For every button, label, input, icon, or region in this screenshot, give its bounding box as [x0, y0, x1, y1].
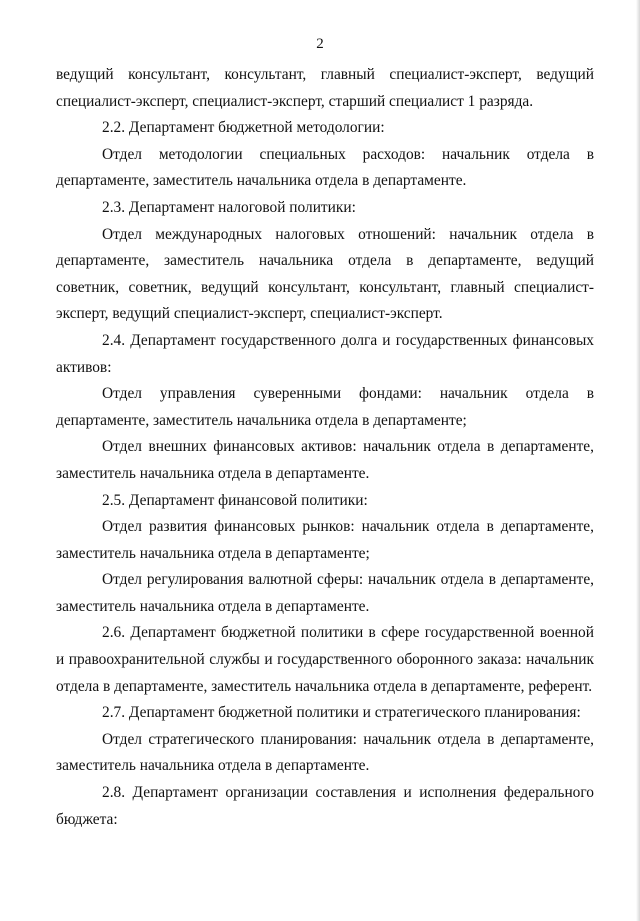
section-heading-2-7: 2.7. Департамент бюджетной политики и стратегического планирования:: [102, 704, 581, 722]
section-heading-2-6: 2.6. Департамент бюджетной политики в сфере государственной военной и правоохранительной службы и государственного оборонного заказа: начальник отдела в департаменте, заместитель начальника отдела в департаменте, референт.: [56, 624, 594, 695]
document-body: [56, 62, 594, 833]
paragraph-international-tax-dept: Отдел международных налоговых отношений: начальник отдела в департаменте, заместитель начальника отдела в департаменте, ведущий советник, советник, ведущий консультант, консультант, главный специалист-эксперт, ведущий специалист-эксперт, специалист-эксперт.: [56, 225, 594, 323]
section-heading-2-8: 2.8. Департамент организации составления и исполнения федерального бюджета:: [56, 784, 594, 828]
paragraph-external-assets-dept: Отдел внешних финансовых активов: начальник отдела в департаменте, заместитель начальника отдела в департаменте.: [56, 438, 594, 482]
section-heading-2-2: 2.2. Департамент бюджетной методологии:: [102, 119, 385, 137]
paragraph-strategic-planning-dept: Отдел стратегического планирования: начальник отдела в департаменте, заместитель начальника отдела в департаменте.: [56, 730, 594, 775]
scan-edge-shadow: [636, 0, 640, 921]
paragraph-financial-markets-dept: Отдел развития финансовых рынков: начальник отдела в департаменте, заместитель начальника отдела в департаменте;: [56, 518, 594, 562]
paragraph-currency-regulation-dept: Отдел регулирования валютной сферы: начальник отдела в департаменте, заместитель начальника отдела в департаменте.: [56, 571, 594, 615]
section-heading-2-4: 2.4. Департамент государственного долга и государственных финансовых активов:: [56, 331, 594, 376]
paragraph-special-expenses-dept: Отдел методологии специальных расходов: начальник отдела в департаменте, заместитель начальника отдела в департаменте.: [56, 145, 594, 190]
section-heading-2-3: 2.3. Департамент налоговой политики:: [102, 198, 356, 216]
paragraph-sovereign-funds-dept: Отдел управления суверенными фондами: начальник отдела в департаменте, заместитель начальника отдела в департаменте;: [56, 385, 594, 429]
section-heading-2-5: 2.5. Департамент финансовой политики:: [102, 491, 368, 509]
page-number: 2: [316, 36, 324, 52]
paragraph-continuation: ведущий консультант, консультант, главный специалист-эксперт, ведущий специалист-эксперт, специалист-эксперт, старший специалист 1 разряда.: [56, 66, 594, 110]
